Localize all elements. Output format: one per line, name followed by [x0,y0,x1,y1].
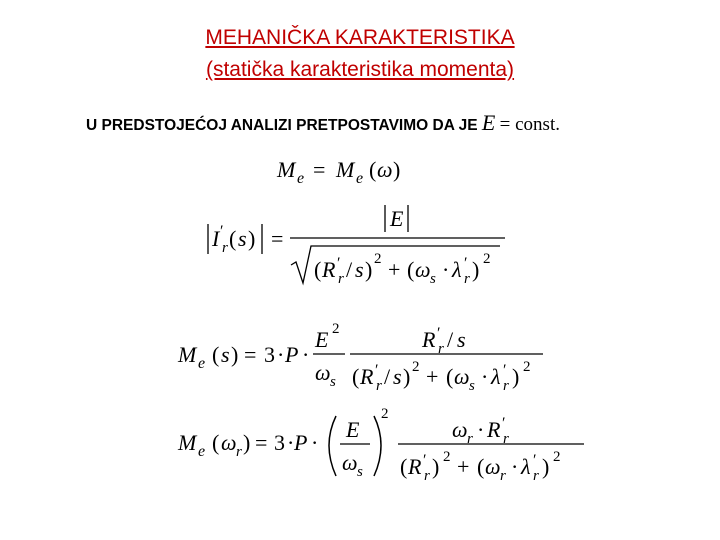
svg-text:r: r [500,468,506,484]
svg-text:2: 2 [412,359,420,375]
svg-text:): ) [472,257,480,282]
svg-text:): ) [365,257,373,282]
svg-text:ω: ω [415,257,431,282]
svg-text:s: s [430,271,436,287]
svg-text:/: / [346,257,353,282]
svg-text:=: = [255,430,268,455]
svg-text:=: = [271,226,284,251]
svg-text:r: r [424,468,430,484]
assumption-symbol: E [481,110,496,135]
svg-text:2: 2 [443,449,451,465]
svg-text:(: ( [352,364,360,389]
svg-text:): ) [512,364,520,389]
svg-text:e: e [297,170,305,187]
svg-text:·: · [277,342,285,367]
svg-text:r: r [438,341,444,357]
svg-text:2: 2 [483,251,491,267]
svg-text:·: · [481,364,489,389]
equation-rotor-current [208,205,505,287]
svg-text:R: R [360,364,374,389]
svg-text:s: s [355,257,364,282]
svg-text:): ) [248,226,256,251]
svg-text:R: R [487,417,501,442]
svg-text:ω: ω [454,364,470,389]
svg-text:(: ( [212,430,220,455]
assumption-rest: = const. [499,114,560,135]
svg-text:′: ′ [502,415,506,432]
svg-text:2: 2 [332,321,340,337]
svg-text:): ) [542,454,550,479]
svg-text:(: ( [446,364,454,389]
svg-text:M: M [336,157,355,182]
svg-text:λ: λ [521,454,531,479]
svg-text:r: r [464,271,470,287]
svg-text:·: · [477,417,485,442]
svg-text:R: R [322,257,336,282]
svg-text:(: ( [477,454,485,479]
svg-text:): ) [432,454,440,479]
svg-text:′: ′ [464,255,468,272]
svg-text:(: ( [369,157,377,182]
svg-text:(: ( [314,257,322,282]
svg-text:s: s [221,342,230,367]
svg-text:′: ′ [503,362,507,379]
equation-torque-definition [276,157,400,187]
svg-text:s: s [457,327,466,352]
svg-text:r: r [503,378,509,394]
svg-text:P: P [294,430,308,455]
svg-text:r: r [222,240,228,256]
svg-text:λ: λ [452,257,462,282]
svg-text:+: + [388,257,401,282]
svg-text:P: P [285,342,299,367]
svg-text:·: · [511,454,519,479]
svg-text:(: ( [212,342,220,367]
equation-torque-slip [177,321,543,394]
svg-text:ω: ω [221,430,237,455]
svg-text:E: E [315,327,329,352]
svg-text:ω: ω [342,450,358,475]
svg-text:·: · [442,257,450,282]
svg-text:): ) [231,342,239,367]
svg-text:): ) [243,430,251,455]
svg-text:e: e [198,443,206,460]
svg-text:M: M [178,342,197,367]
svg-text:′: ′ [533,452,537,469]
svg-text:r: r [236,444,242,460]
svg-text:): ) [403,364,411,389]
svg-text:r: r [467,431,473,447]
svg-text:·: · [287,430,295,455]
svg-text:′: ′ [375,362,379,379]
svg-text:E: E [346,417,360,442]
svg-text:s: s [393,364,402,389]
svg-text:2: 2 [381,406,389,422]
svg-text:M: M [277,157,296,182]
svg-text:R: R [408,454,422,479]
svg-text:3: 3 [274,430,285,455]
svg-text:+: + [426,364,439,389]
svg-text:(: ( [400,454,408,479]
svg-text:R: R [422,327,436,352]
svg-text:ω: ω [485,454,501,479]
svg-text:(: ( [229,226,237,251]
svg-text:/: / [447,327,454,352]
svg-text:): ) [393,157,401,182]
svg-text:s: s [357,464,363,480]
svg-text:3: 3 [264,342,275,367]
svg-text:2: 2 [553,449,561,465]
svg-text:s: s [469,378,475,394]
svg-text:λ: λ [491,364,501,389]
svg-text:2: 2 [374,251,382,267]
svg-text:+: + [457,454,470,479]
title-line-1: MEHANIČKA KARAKTERISTIKA [205,26,515,49]
svg-text:r: r [533,468,539,484]
svg-text:2: 2 [523,359,531,375]
svg-text:=: = [244,342,257,367]
svg-text:′: ′ [423,452,427,469]
svg-text:e: e [356,170,364,187]
svg-text:I: I [212,226,220,251]
svg-text:/: / [384,364,391,389]
svg-text:s: s [238,226,247,251]
svg-text:(: ( [407,257,415,282]
svg-text:E: E [390,206,404,231]
equation-torque-speed [177,406,584,484]
svg-text:′: ′ [437,325,441,342]
svg-text:ω: ω [452,417,468,442]
assumption-text: U PREDSTOJEĆOJ ANALIZI PRETPOSTAVIMO DA JE [86,117,478,134]
svg-text:r: r [503,431,509,447]
svg-text:′: ′ [220,223,224,240]
title-line-2: (statička karakteristika momenta) [205,58,515,81]
svg-text:=: = [313,157,326,182]
svg-text:ω: ω [315,360,331,385]
svg-text:·: · [302,342,310,367]
svg-text:·: · [311,430,319,455]
svg-text:M: M [178,430,197,455]
svg-text:′: ′ [337,255,341,272]
svg-text:r: r [376,378,382,394]
svg-text:ω: ω [377,157,393,182]
svg-text:e: e [198,355,206,372]
svg-text:s: s [330,374,336,390]
svg-text:r: r [338,271,344,287]
